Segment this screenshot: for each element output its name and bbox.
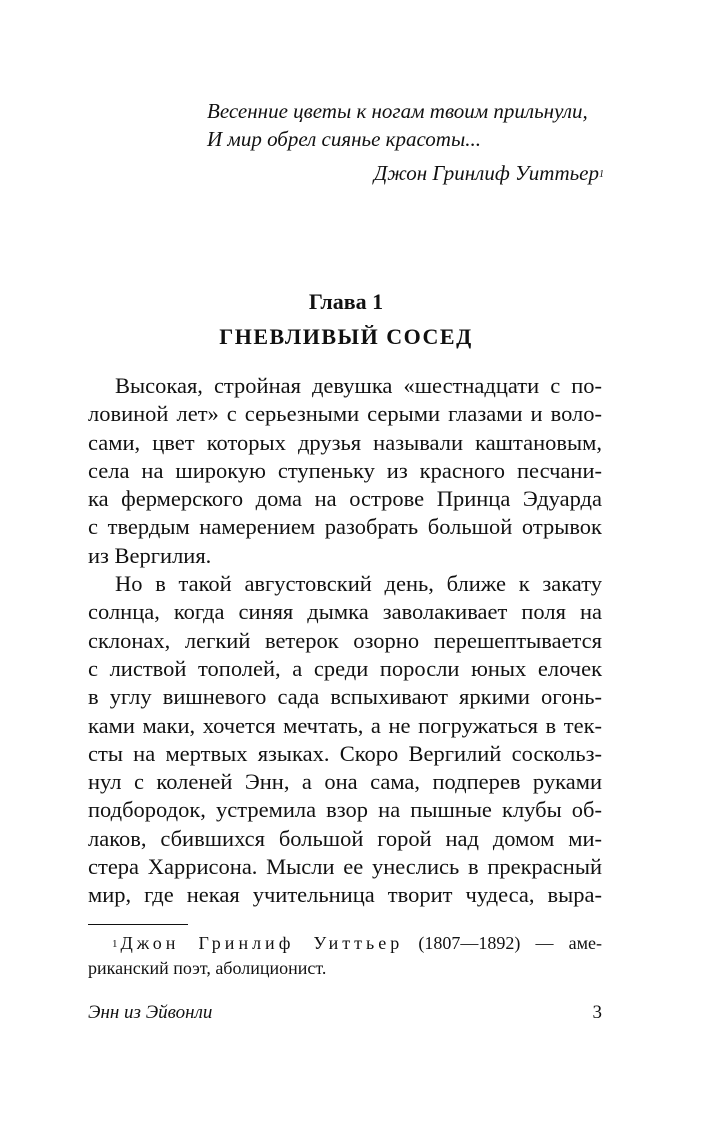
epigraph-author-name: Джон Гринлиф Уиттьер [373, 161, 599, 185]
footnote-divider [88, 924, 188, 925]
text-line: в углу вишневого сада вспыхивают яркими огонь- [88, 684, 602, 710]
page-footer [88, 1000, 602, 1026]
text-line: ками маки, хочется мечтать, а не погружаться в тек- [88, 712, 602, 738]
body-text [88, 372, 602, 910]
footnote-line: риканский поэт, аболиционист. [88, 958, 327, 978]
text-line: из Вергилия. [88, 542, 212, 568]
text-line: Но в такой августовский день, ближе к закату [115, 571, 602, 597]
text-line: с твердым намерением разобрать большой отрывок [88, 514, 602, 540]
text-line: ка фермерского дома на острове Принца Эдуарда [88, 486, 602, 512]
page-number: 3 [592, 1002, 602, 1023]
text-line: Высокая, стройная девушка «шестнадцати с по- [115, 373, 602, 398]
epigraph-line: И мир обрел сиянье красоты... [207, 127, 481, 151]
footnote-mark: 1 [112, 938, 118, 950]
paragraph [88, 372, 602, 570]
text-line: мир, где некая учительница творит чудеса, выра- [88, 882, 602, 908]
text-line: лаков, сбившихся большой горой над домом ми- [88, 825, 602, 851]
chapter-heading [88, 287, 604, 353]
epigraph-author [207, 159, 607, 187]
text-line: села на широкую ступеньку из красного песчани- [88, 457, 602, 483]
text-line: сами, цвет которых друзья называли каштановым, [88, 429, 602, 455]
text-line: нул с коленей Энн, а она сама, подперев руками [88, 769, 602, 795]
footnote-reference[interactable]: 1 [599, 169, 604, 180]
text-line: с листвой тополей, а среди поросли юных елочек [88, 655, 602, 681]
footnote-text: (1807—1892) — аме- [418, 933, 602, 953]
text-line: склонах, легкий ветерок озорно перешептывается [88, 627, 602, 653]
text-line: стера Харрисона. Мысли ее унеслись в прекрасный [88, 854, 602, 880]
text-line: ловиной лет» с серьезными серыми глазами и воло- [88, 401, 602, 427]
footnote-line [88, 931, 602, 956]
footnote-name: Джон Гринлиф Уиттьер [120, 933, 404, 953]
chapter-number: Глава 1 [308, 289, 384, 314]
chapter-title: ГНЕВЛИВЫЙ СОСЕД [219, 324, 473, 349]
text-line: сты на мертвых языках. Скоро Вергилий соскольз- [88, 740, 602, 766]
epigraph [207, 97, 607, 187]
text-line: подбородок, устремила взор на пышные клубы об- [88, 797, 602, 823]
paragraph [88, 570, 602, 910]
footnote [88, 931, 602, 981]
text-line: солнца, когда синяя дымка заволакивает поля на [88, 599, 602, 625]
epigraph-line: Весенние цветы к ногам твоим прильнули, [207, 99, 588, 123]
running-title: Энн из Эйвонли [88, 1002, 213, 1023]
